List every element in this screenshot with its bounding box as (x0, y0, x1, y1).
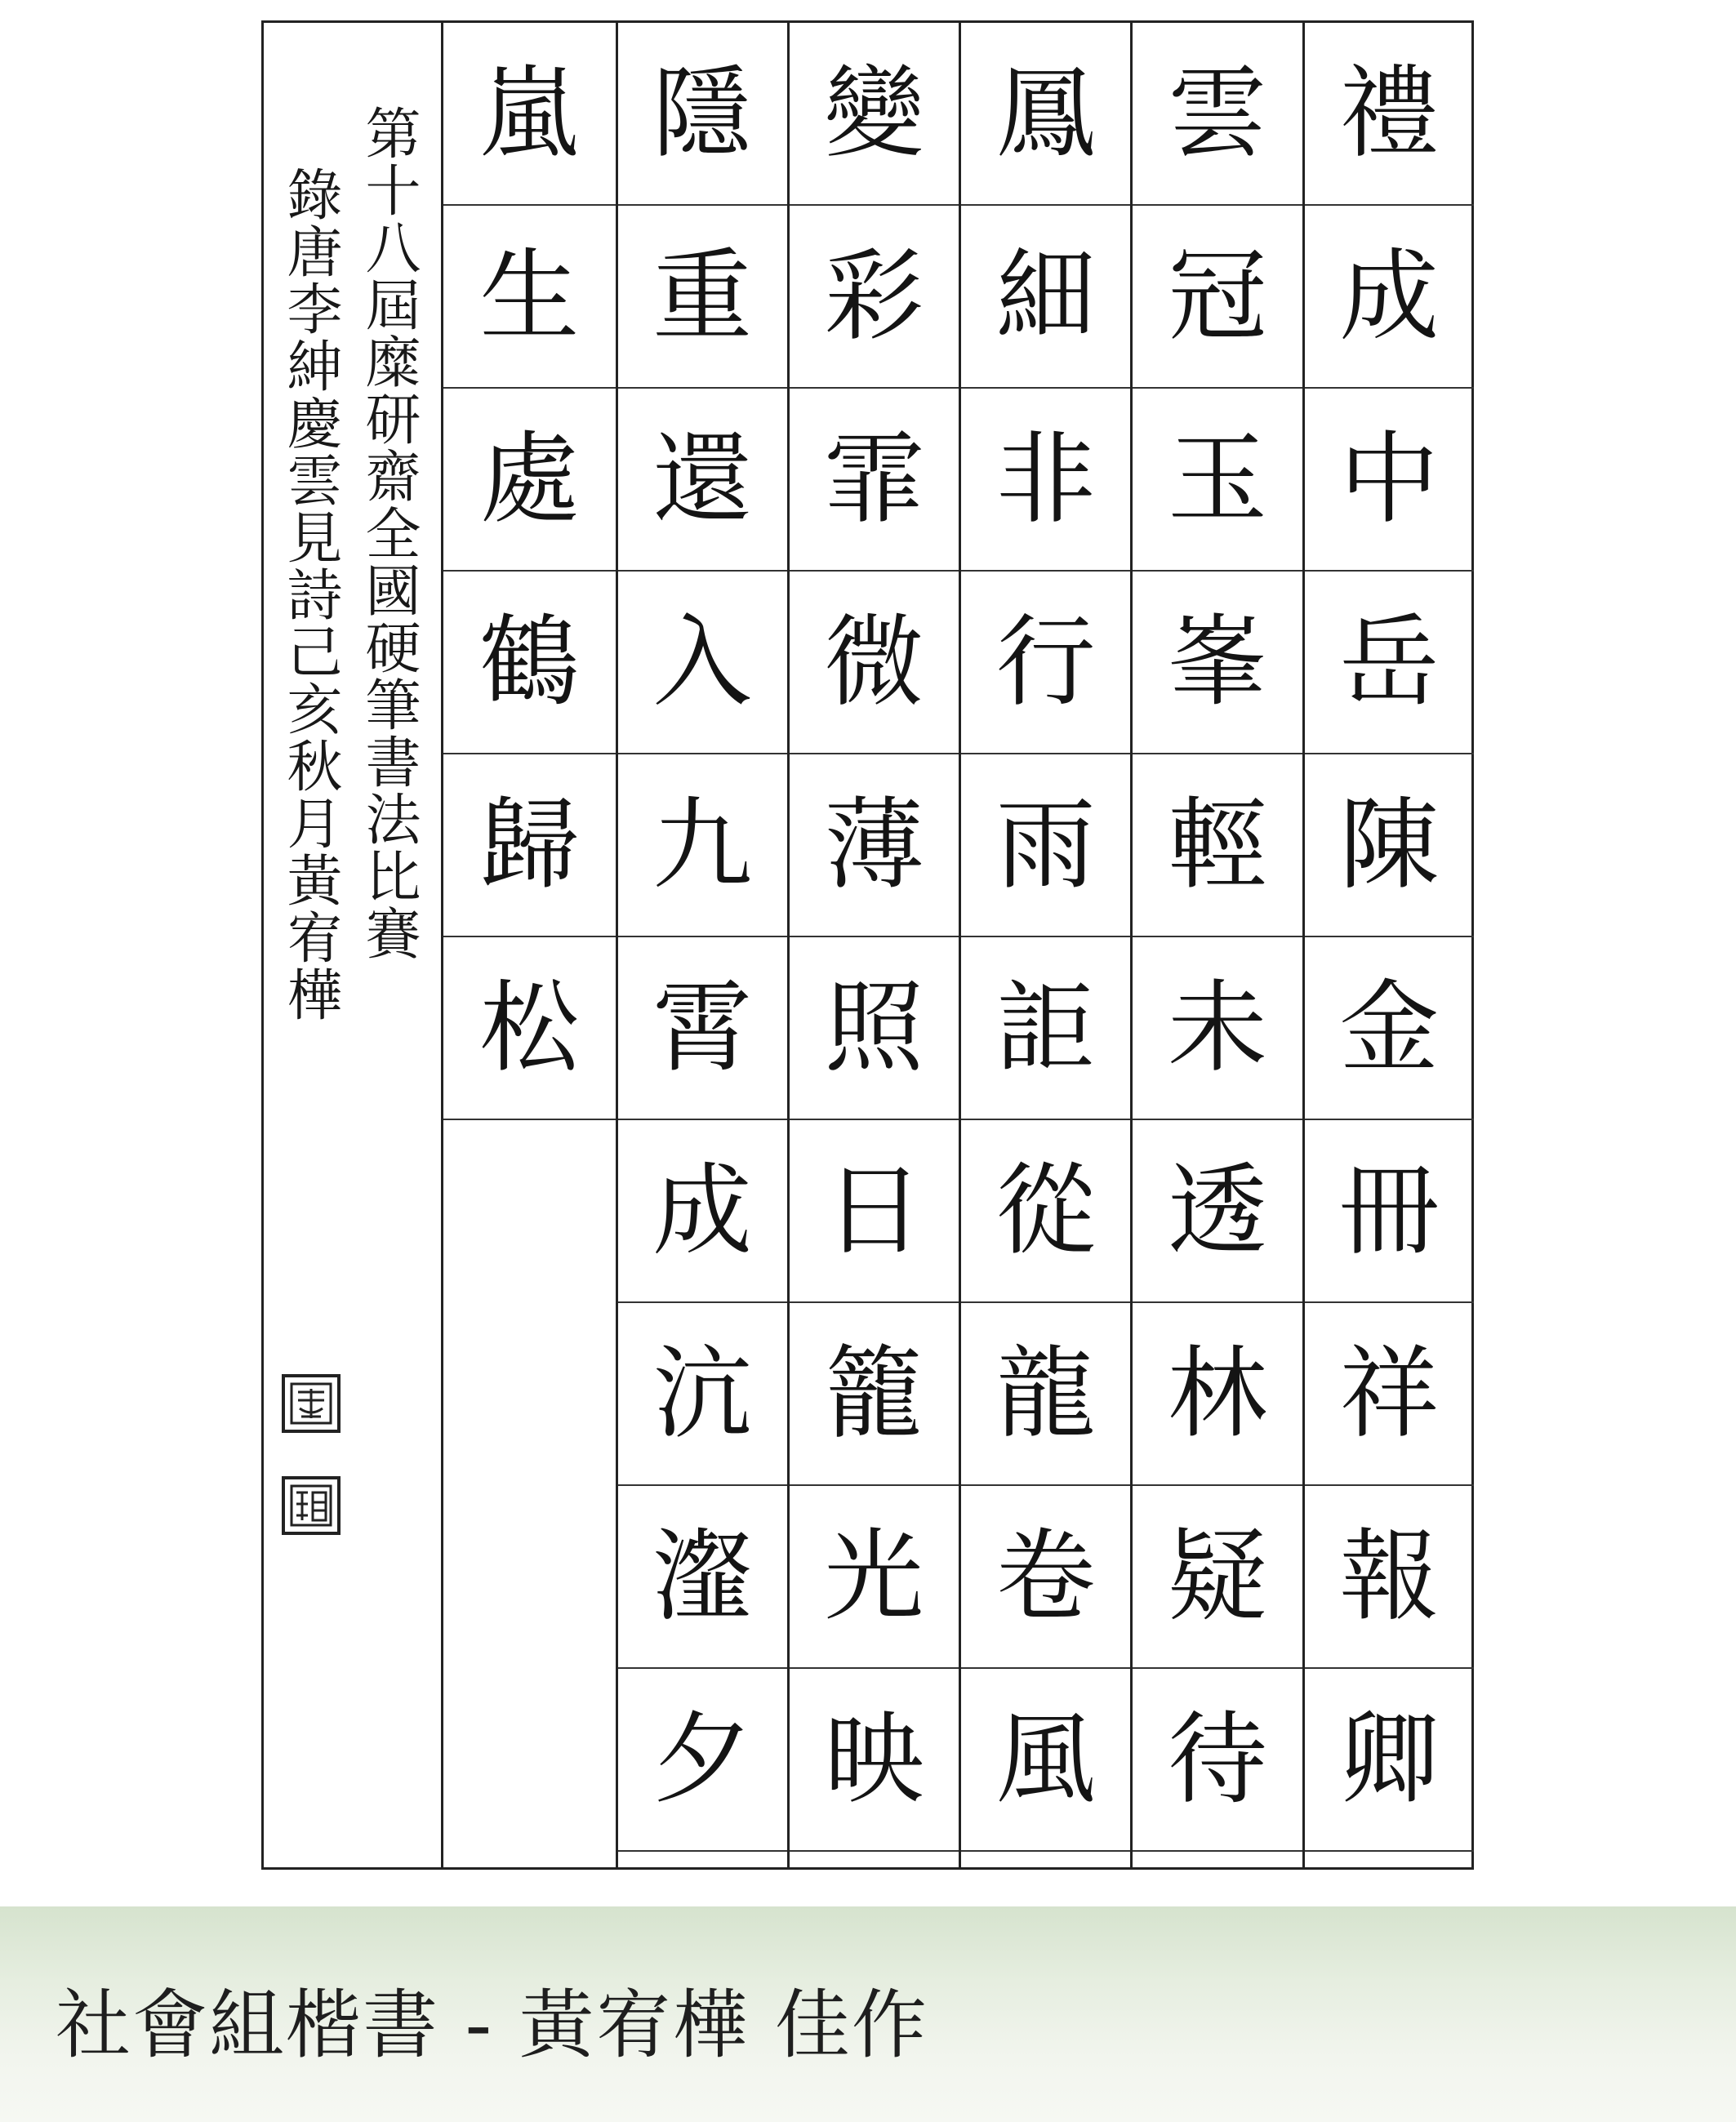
poem-character: 霄 (618, 937, 787, 1120)
poem-character: 彩 (790, 206, 959, 389)
poem-character: 處 (443, 389, 615, 572)
poem-character: 入 (618, 572, 787, 754)
poem-character: 金 (1305, 937, 1474, 1120)
poem-character: 報 (1305, 1486, 1474, 1669)
caption-title: 社會組楷書 - 黃宥樺 佳作 (56, 1982, 928, 2069)
poem-character: 映 (790, 1669, 959, 1852)
poem-character: 岳 (1305, 572, 1474, 754)
poem-character: 隱 (618, 23, 787, 206)
poem-character: 瀣 (618, 1486, 787, 1669)
poem-character: 疑 (1133, 1486, 1302, 1669)
poem-column (1302, 23, 1474, 1867)
poem-character: 陳 (1305, 754, 1474, 937)
poem-character: 照 (790, 937, 959, 1120)
poem-character: 卷 (961, 1486, 1130, 1669)
poem-character: 卿 (1305, 1669, 1474, 1852)
poem-character: 玉 (1133, 389, 1302, 572)
poem-character: 林 (1133, 1303, 1302, 1486)
poem-character: 歸 (443, 754, 615, 937)
poem-character: 輕 (1133, 754, 1302, 937)
poem-character: 沆 (618, 1303, 787, 1486)
inscription-signature: 錄唐李紳慶雲見詩己亥秋月黃宥樺 (278, 166, 342, 1023)
poem-character: 嵐 (443, 23, 615, 206)
poem-character: 日 (790, 1120, 959, 1303)
poem-character: 詎 (961, 937, 1130, 1120)
poem-character: 待 (1133, 1669, 1302, 1852)
poem-character: 成 (1305, 206, 1474, 389)
poem-character: 夕 (618, 1669, 787, 1852)
inscription-title: 第十八屆糜研齋全國硬筆書法比賽 (356, 105, 421, 962)
poem-character: 九 (618, 754, 787, 937)
seal-stamp-icon (282, 1374, 341, 1433)
poem-character: 非 (961, 389, 1130, 572)
poem-character: 成 (618, 1120, 787, 1303)
poem-character: 鶴 (443, 572, 615, 754)
poem-character: 鳳 (961, 23, 1130, 206)
poem-column (959, 23, 1130, 1867)
poem-character: 微 (790, 572, 959, 754)
poem-character: 行 (961, 572, 1130, 754)
poem-character: 生 (443, 206, 615, 389)
poem-column (616, 23, 787, 1867)
poem-character: 還 (618, 389, 787, 572)
poem-character: 未 (1133, 937, 1302, 1120)
poem-character: 中 (1305, 389, 1474, 572)
poem-character: 光 (790, 1486, 959, 1669)
poem-column (443, 23, 615, 1867)
poem-character: 龍 (961, 1303, 1130, 1486)
poem-character: 雨 (961, 754, 1130, 937)
poem-character: 籠 (790, 1303, 959, 1486)
poem-column (1130, 23, 1302, 1867)
poem-grid (443, 23, 1474, 1867)
poem-character: 從 (961, 1120, 1130, 1303)
inscription-area (264, 23, 443, 1867)
poem-character: 風 (961, 1669, 1130, 1852)
poem-character: 禮 (1305, 23, 1474, 206)
poem-character: 峯 (1133, 572, 1302, 754)
poem-character: 重 (618, 206, 787, 389)
poem-character: 霏 (790, 389, 959, 572)
caption-band (0, 1906, 1736, 2122)
poem-character: 薄 (790, 754, 959, 937)
poem-character: 冊 (1305, 1120, 1474, 1303)
poem-character: 松 (443, 937, 615, 1120)
poem-character: 雲 (1133, 23, 1302, 206)
poem-character: 細 (961, 206, 1130, 389)
poem-character: 變 (790, 23, 959, 206)
poem-column (787, 23, 959, 1867)
poem-character: 透 (1133, 1120, 1302, 1303)
poem-character: 祥 (1305, 1303, 1474, 1486)
calligraphy-sheet (261, 20, 1474, 1870)
poem-character: 冠 (1133, 206, 1302, 389)
seal-stamp-icon (282, 1476, 341, 1535)
